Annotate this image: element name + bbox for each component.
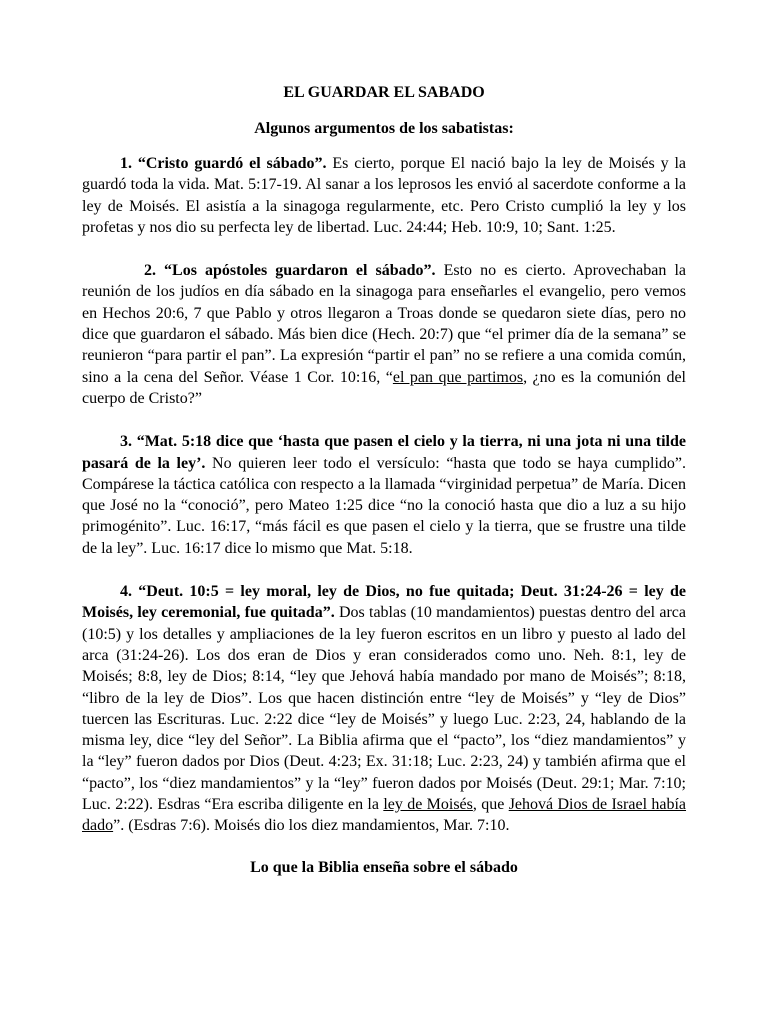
- document-subtitle: Algunos argumentos de los sabatistas:: [254, 120, 514, 137]
- argument-body-2: Esto no es cierto. Aprovechaban la reunión de los judíos en día sábado en la sinagoga para enseñarles el evangelio, pero vemos en Hechos 20:6, 7 que Pablo y otros llegaron a Troas donde se quedaron siete días, pero no dice que guardaron el sábado. Más bien dice (Hech. 20:7) que “el primer día de la semana” se reunieron “para partir el pan”. La expresión “partir el pan” no se refiere a una comida común, sino a la cena del Señor. Véase 1 Cor. 10:16, “: [82, 262, 686, 386]
- section-heading: Lo que la Biblia enseña sobre el sábado: [250, 858, 518, 876]
- underlined-ley-de-moises: ley de Moisés: [383, 796, 473, 814]
- underlined-jehova-dios: Jehová Dios de Israel había dado: [82, 796, 687, 835]
- argument-heading-1: 1. “Cristo guardó el sábado”.: [120, 155, 327, 172]
- argument-body-4: Dos tablas (10 mandamientos) puestas dentro del arca (10:5) y los detalles y ampliaciones de la ley fueron escritos en un libro y puesto al lado del arca (31:24-26). Los dos eran de Dios y eran considerados como uno. Neh. 8:1, ley de Moisés; 8:8, ley de Dios; 8:14, “ley que Jehová había mandado por mano de Moisés”; 8:18, “libro de la ley de Dios”. Los que hacen distinción entre “ley de Moisés” y “ley de Dios” tuercen las Escrituras. Luc. 2:22 dice “ley de Moisés” y luego Luc. 2:23, 24, hablando de la misma ley, dice “ley del Señor”. La Biblia afirma que el “pacto”, los “diez mandamientos” y la “ley” fueron dados por Dios (Deut. 4:23; Ex. 31:18; Luc. 2:23, 24) y también afirma que el “pacto”, los “diez mandamientos” y la “ley” fueron dados por Moisés (Deut. 29:1; Mar. 7:10; Luc. 2:22). Esdras “Era escriba diligente en la: [82, 604, 686, 814]
- document-page: [82, 82, 686, 879]
- argument-body-3: No quieren leer todo el versículo: “hasta que todo se haya cumplido”. Compárese la táctica católica con respecto a la llamada “virginidad perpetua” de María. Dicen que José no la “conoció”, pero Mateo 1:25 dice “no la conoció hasta que dio a luz a su hijo primogénito”. Luc. 16:17, “más fácil es que pasen el cielo y la tierra, que se frustre una tilde de la ley”. Luc. 16:17 dice lo mismo que Mat. 5:18.: [82, 454, 687, 557]
- argument-body-1: Es cierto, porque El nació bajo la ley de Moisés y la guardó toda la vida. Mat. 5:17-19. Al sanar a los leprosos les envió al sacerdote conforme a la ley de Moisés. El asistía a la sinagoga regularmente, etc. Pero Cristo cumplió la ley y los profetas y nos dio su perfecta ley de libertad. Luc. 24:44; Heb. 10:9, 10; Sant. 1:25.: [82, 155, 687, 236]
- argument-paragraph-2: [82, 260, 686, 409]
- argument-body-4-tail: ”. (Esdras 7:6). Moisés dio los diez mandamientos, Mar. 7:10.: [113, 817, 510, 835]
- underlined-quote: el pan que partimos: [392, 368, 524, 386]
- argument-body-4-middle: , que: [472, 796, 509, 814]
- argument-paragraph-3: [82, 431, 686, 559]
- argument-paragraph-1: [82, 153, 686, 238]
- argument-heading-4: 4. “Deut. 10:5 = ley moral, ley de Dios, no fue quitada; Deut. 31:24-26 = ley de Moisés, ley ceremonial, fue quitada”.: [82, 583, 686, 622]
- document-title: EL GUARDAR EL SABADO: [283, 84, 485, 101]
- argument-paragraph-4: [82, 581, 686, 837]
- argument-heading-3: 3. “Mat. 5:18 dice que ‘hasta que pasen el cielo y la tierra, ni una jota ni una tilde pasará de la ley’.: [82, 433, 686, 472]
- argument-heading-2: 2. “Los apóstoles guardaron el sábado”.: [144, 262, 436, 280]
- argument-body-2-tail: , ¿no es la comunión del cuerpo de Cristo?”: [82, 368, 686, 407]
